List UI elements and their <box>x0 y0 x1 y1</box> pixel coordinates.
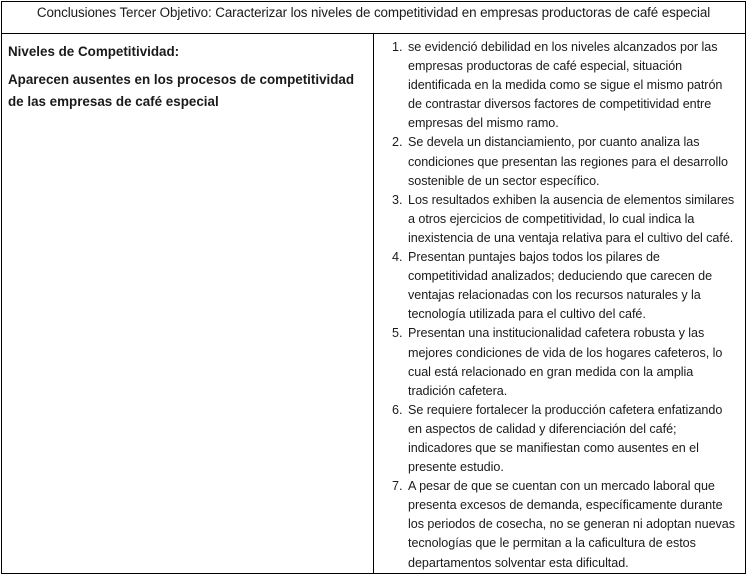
list-item <box>380 38 739 133</box>
left-column <box>2 34 374 574</box>
list-item-text: Se devela un distanciamiento, por cuanto analiza las condiciones que presentan las regiones para el desarrollo sostenible de un sector específico. <box>408 135 728 188</box>
list-item-number: 5. <box>392 326 403 341</box>
list-item <box>380 477 739 572</box>
list-item-number: 7. <box>392 479 403 494</box>
list-item <box>380 401 739 477</box>
conclusions-table <box>1 1 746 574</box>
list-item <box>380 133 739 190</box>
header-row <box>2 2 746 34</box>
list-item-text: A pesar de que se cuentan con un mercado laboral que presenta excesos de demanda, específicamente durante los periodos de cosecha, no se generan ni adoptan nuevas tecnologías que le permitan a la caficultura de estos departamentos solventar esta dificultad. <box>408 479 735 570</box>
right-column <box>374 34 746 574</box>
list-item-text: se evidenció debilidad en los niveles alcanzados por las empresas productoras de café especial, situación identificada en la medida como se sigue el mismo patrón de contrastar diversos factores de competitividad entre empresas del mismo ramo. <box>408 40 723 131</box>
list-item-text: Presentan puntajes bajos todos los pilares de competitividad analizados; deduciendo que carecen de ventajas relacionadas con los recursos naturales y la tecnología utilizada para el cultivo del café. <box>408 250 713 322</box>
list-item-number: 1. <box>392 40 403 54</box>
list-item <box>380 248 739 324</box>
content-row <box>2 34 746 574</box>
list-item-number: 3. <box>392 192 403 207</box>
list-item <box>380 324 739 400</box>
conclusions-list <box>380 38 739 573</box>
list-item-number: 4. <box>392 250 403 265</box>
list-item <box>380 191 739 248</box>
table-header-title: Conclusiones Tercer Objetivo: Caracterizar los niveles de competitividad en empresas productoras de café especial <box>2 2 746 34</box>
list-item-number: 2. <box>392 135 403 150</box>
list-item-text: Los resultados exhiben la ausencia de elementos similares a otros ejercicios de competitividad, lo cual indica la inexistencia de una ventaja relativa para el cultivo del café. <box>408 192 735 245</box>
list-item-number: 6. <box>392 402 403 417</box>
list-item-text: Presentan una institucionalidad cafetera robusta y las mejores condiciones de vida de los hogares cafeteros, lo cual está relacionado en gran medida con la amplia tradición cafetera. <box>408 326 723 398</box>
left-column-body: Aparecen ausentes en los procesos de competitividad de las empresas de café especial <box>8 72 355 109</box>
left-column-title: Niveles de Competitividad: <box>8 44 180 59</box>
list-item-text: Se requiere fortalecer la producción cafetera enfatizando en aspectos de calidad y diferenciación del café; indicadores que se manifiestan como ausentes en el presente estudio. <box>408 402 723 475</box>
